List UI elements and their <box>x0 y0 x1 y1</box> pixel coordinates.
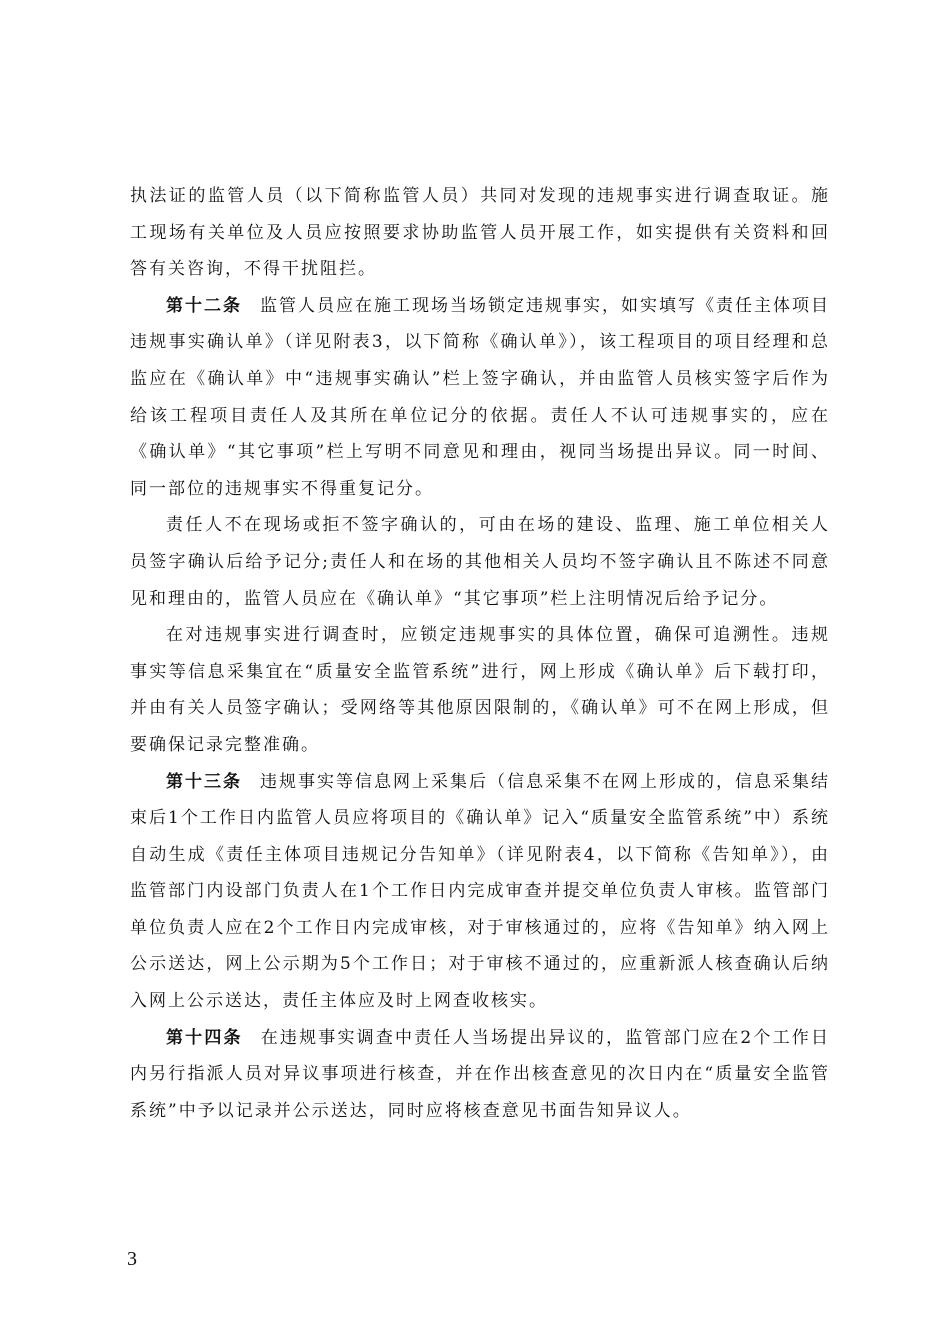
paragraph <box>130 617 830 763</box>
paragraph <box>130 178 830 288</box>
page-number: 3 <box>127 1248 137 1270</box>
article-12-paragraph <box>130 288 830 508</box>
paragraph-text: 在对违规事实进行调查时，应锁定违规事实的具体位置，确保可追溯性。违规事实等信息采集宜在“质量安全监管系统”进行，网上形成《确认单》后下载打印，并由有关人员签字确认；受网络等其他原因限制的，《确认单》可不在网上形成，但要确保记录完整准确。 <box>130 625 830 755</box>
article-number: 第十二条 <box>166 295 242 316</box>
paragraph-text: 责任人不在现场或拒不签字确认的，可由在场的建设、监理、施工单位相关人员签字确认后给予记分;责任人和在场的其他相关人员均不签字确认且不陈述不同意见和理由的，监管人员应在《确认单》“其它事项”栏上注明情况后给予记分。 <box>130 515 830 609</box>
article-13-paragraph <box>130 764 830 1020</box>
document-body <box>130 178 830 1129</box>
paragraph <box>130 507 830 617</box>
article-14-paragraph <box>130 1020 830 1130</box>
article-number: 第十四条 <box>166 1027 243 1048</box>
article-number: 第十三条 <box>166 771 242 792</box>
paragraph-text: 监管人员应在施工现场当场锁定违规事实，如实填写《责任主体项目违规事实确认单》（详见附表3，以下简称《确认单》），该工程项目的项目经理和总监应在《确认单》中“违规事实确认”栏上签字确认，并由监管人员核实签字后作为给该工程项目责任人及其所在单位记分的依据。责任人不认可违规事实的，应在《确认单》“其它事项”栏上写明不同意见和理由，视同当场提出异议。同一时间、同一部位的违规事实不得重复记分。 <box>130 295 830 499</box>
paragraph-text: 违规事实等信息网上采集后（信息采集不在网上形成的，信息采集结束后1个工作日内监管人员应将项目的《确认单》记入“质量安全监管系统”中）系统自动生成《责任主体项目违规记分告知单》（详见附表4，以下简称《告知单》），由监管部门内设部门负责人在1个工作日内完成审查并提交单位负责人审核。监管部门单位负责人应在2个工作日内完成审核，对于审核通过的，应将《告知单》纳入网上公示送达，网上公示期为5个工作日；对于审核不通过的，应重新派人核查确认后纳入网上公示送达，责任主体应及时上网查收核实。 <box>130 771 830 1012</box>
paragraph-text: 执法证的监管人员（以下简称监管人员）共同对发现的违规事实进行调查取证。施工现场有关单位及人员应按照要求协助监管人员开展工作，如实提供有关资料和回答有关咨询，不得干扰阻拦。 <box>130 186 830 280</box>
paragraph-text: 在违规事实调查中责任人当场提出异议的，监管部门应在2个工作日内另行指派人员对异议事项进行核查，并在作出核查意见的次日内在“质量安全监管系统”中予以记录并公示送达，同时应将核查意见书面告知异议人。 <box>130 1027 830 1121</box>
